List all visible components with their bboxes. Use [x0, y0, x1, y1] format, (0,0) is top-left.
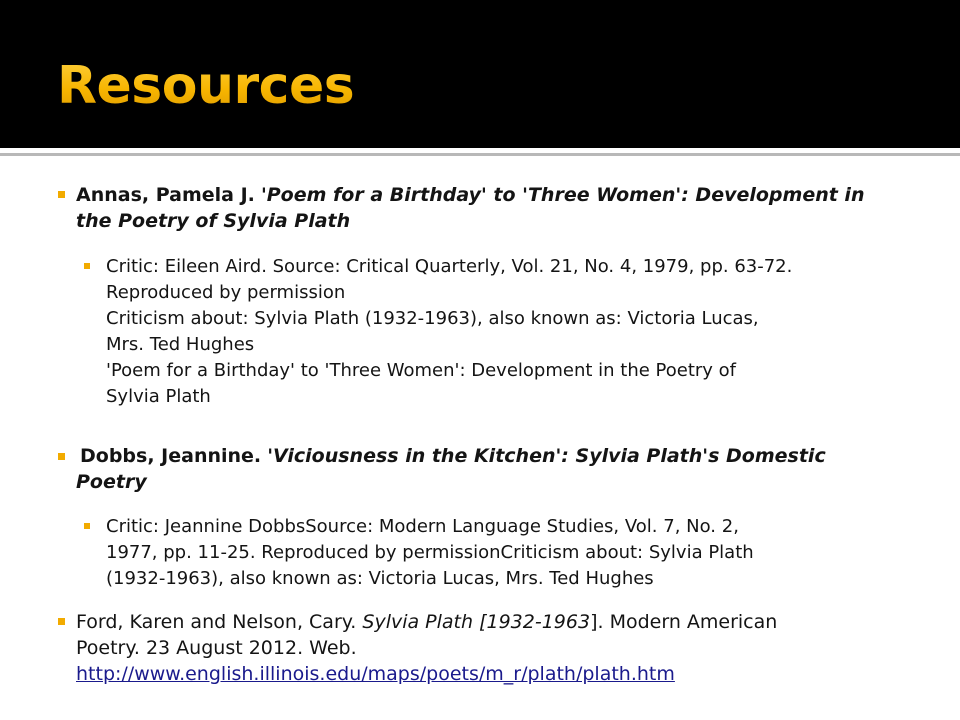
bullet-icon — [58, 453, 65, 460]
entry-2-citation — [76, 443, 826, 495]
entry-1-detail-line: Criticism about: Sylvia Plath (1932-1963), also known as: Victoria Lucas, — [106, 308, 759, 329]
entry-1-detail-line: Mrs. Ted Hughes — [106, 334, 255, 355]
entry-1-citation — [76, 182, 864, 234]
entry-2-detail-line: Critic: Jeannine DobbsSource: Modern Language Studies, Vol. 7, No. 2, — [106, 516, 739, 537]
entry-3-suffix: ]. Modern American — [590, 611, 778, 633]
entry-2-title-line2: Poetry — [76, 471, 147, 493]
entry-2-title-line1: 'Viciousness in the Kitchen': Sylvia Plath's Domestic — [267, 445, 826, 467]
entry-1-author: Annas, Pamela J. — [76, 184, 255, 206]
entry-3-author: Ford, Karen and Nelson, Cary. — [76, 611, 357, 633]
entry-2-detail-line: (1932-1963), also known as: Victoria Lucas, Mrs. Ted Hughes — [106, 568, 654, 589]
bullet-icon — [58, 618, 65, 625]
slide-title: Resources — [57, 50, 354, 122]
source-link[interactable]: http://www.english.illinois.edu/maps/poets/m_r/plath/plath.htm — [76, 663, 675, 685]
entry-1-details — [106, 254, 792, 410]
entry-1-detail-line: Sylvia Plath — [106, 386, 211, 407]
sub-bullet-icon — [84, 523, 90, 529]
sub-bullet-icon — [84, 263, 90, 269]
entry-1-title-line1: 'Poem for a Birthday' to 'Three Women': Development in — [260, 184, 865, 206]
entry-1-detail-line: 'Poem for a Birthday' to 'Three Women': Development in the Poetry of — [106, 360, 737, 381]
entry-1-detail-line: Reproduced by permission — [106, 282, 346, 303]
entry-3-italic-title: Sylvia Plath [1932-1963 — [362, 611, 591, 633]
entry-2-author: Dobbs, Jeannine. — [80, 445, 262, 467]
slide-header — [0, 0, 960, 148]
entry-3-citation — [76, 609, 777, 687]
header-divider-gray — [0, 153, 960, 156]
bullet-icon — [58, 191, 65, 198]
entry-2-details — [106, 514, 754, 592]
entry-1-title-line2: the Poetry of Sylvia Plath — [76, 210, 351, 232]
entry-2-detail-line: 1977, pp. 11-25. Reproduced by permissionCriticism about: Sylvia Plath — [106, 542, 754, 563]
entry-1-detail-line: Critic: Eileen Aird. Source: Critical Quarterly, Vol. 21, No. 4, 1979, pp. 63-72. — [106, 256, 793, 277]
entry-3-line2: Poetry. 23 August 2012. Web. — [76, 637, 357, 659]
